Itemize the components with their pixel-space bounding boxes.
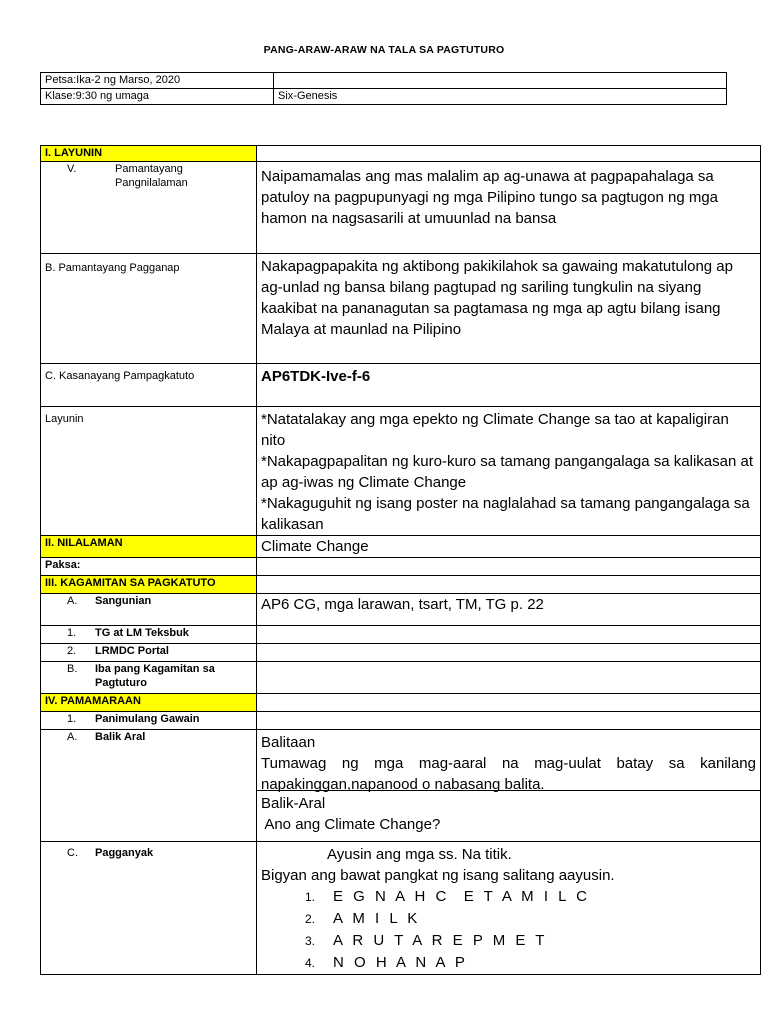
class-time-cell: Klase:9:30 ng umaga — [41, 89, 274, 105]
balitaan-title: Balitaan — [261, 734, 316, 751]
pagganyak-content — [257, 842, 761, 975]
nilalaman-text: Climate Change — [257, 536, 761, 558]
nilalaman-heading: II. NILALAMAN — [41, 536, 257, 558]
empty-cell — [274, 73, 727, 89]
layunin-list — [257, 407, 761, 536]
sangunian-label: A. Sangunian — [41, 594, 257, 626]
balitaan-text: Tumawag ng mga mag-aaral na mag-uulat batay sa kanilang napakinggan,napanood o nabasang balita. — [261, 755, 756, 793]
pamantayang-pagganap-label: B. Pamantayang Pagganap — [41, 254, 257, 364]
layunin-item: *Nakaguguhit ng isang poster na naglalahad sa tamang pangangalaga sa kalikasan — [261, 495, 750, 533]
kagamitan-heading: III. KAGAMITAN SA PAGKATUTO — [41, 576, 257, 594]
pamantayang-pagganap-text: Nakapagpapakita ng aktibong pakikilahok sa gawaing makatutulong ap ag-unlad ng bansa bilang pagtupad ng sariling tungkulin na siyang kaakibat na pananagutan sa pagtamasa ng mga ap agtu bilang isang Malaya at maunlad na Pilipino — [257, 254, 761, 364]
balik-aral-title: Balik-Aral — [261, 795, 326, 812]
sangunian-text: AP6 CG, mga larawan, tsart, TM, TG p. 22 — [257, 594, 761, 626]
iba-pang-kagamitan-label: B. Iba pang Kagamitan sa Pagtuturo — [41, 662, 257, 694]
lesson-plan-table — [40, 145, 761, 975]
page-title: PANG-ARAW-ARAW NA TALA SA PAGTUTURO — [263, 44, 505, 56]
balik-aral-label: A. Balik Aral — [41, 730, 257, 842]
layunin-heading: I. LAYUNIN — [41, 146, 257, 162]
date-cell: Petsa:Ika-2 ng Marso, 2020 — [41, 73, 274, 89]
pamantayang-pangnilalaman-label: V. Pamantayang Pangnilalaman — [41, 162, 257, 254]
balik-aral-question: Ano ang Climate Change? — [261, 816, 441, 833]
pagganyak-instruction-2: Bigyan ang bawat pangkat ng isang salitang aayusin. — [261, 867, 615, 884]
kasanayang-pampagkatuto-label: C. Kasanayang Pampagkatuto — [41, 364, 257, 407]
kasanayang-pampagkatuto-code: AP6TDK-Ive-f-6 — [257, 364, 761, 407]
layunin-item: *Natatalakay ang mga epekto ng Climate Change sa tao at kapaligiran nito — [261, 411, 729, 449]
tg-lm-teksbuk-label: 1. TG at LM Teksbuk — [41, 626, 257, 644]
word-item: 1. E G N A H C E T A M I L C — [305, 888, 590, 905]
pamantayang-pangnilalaman-text: Naipamamalas ang mas malalim ap ag-unawa at pagpapahalaga sa patuloy na pagpupunyagi ng mga Pilipino tungo sa pagtugon ng mga hamon na nagsasarili at umuunlad na bansa — [257, 162, 761, 254]
paksa-label: Paksa: — [41, 558, 257, 576]
word-item: 3. A R U T A R E P M E T — [305, 932, 548, 949]
pagganyak-label: C. Pagganyak — [41, 842, 257, 975]
panimulang-gawain-label: 1. Panimulang Gawain — [41, 712, 257, 730]
lrmdc-portal-label: 2. LRMDC Portal — [41, 644, 257, 662]
label-number: V. — [67, 163, 77, 175]
layunin-label: Layunin — [41, 407, 257, 536]
pamamaraan-heading: IV. PAMAMARAAN — [41, 694, 257, 712]
section-cell: Six-Genesis — [274, 89, 727, 105]
layunin-item: *Nakapagpapalitan ng kuro-kuro sa tamang pangangalaga sa kalikasan at ap ag-iwas ng Climate Change — [261, 453, 754, 491]
word-item: 2. A M I L K — [305, 910, 421, 927]
balik-aral-content — [257, 730, 761, 842]
word-item: 4. N O H A N A P — [305, 954, 468, 971]
pagganyak-instruction: Ayusin ang mga ss. Na titik. — [327, 846, 512, 863]
header-table — [40, 72, 727, 105]
